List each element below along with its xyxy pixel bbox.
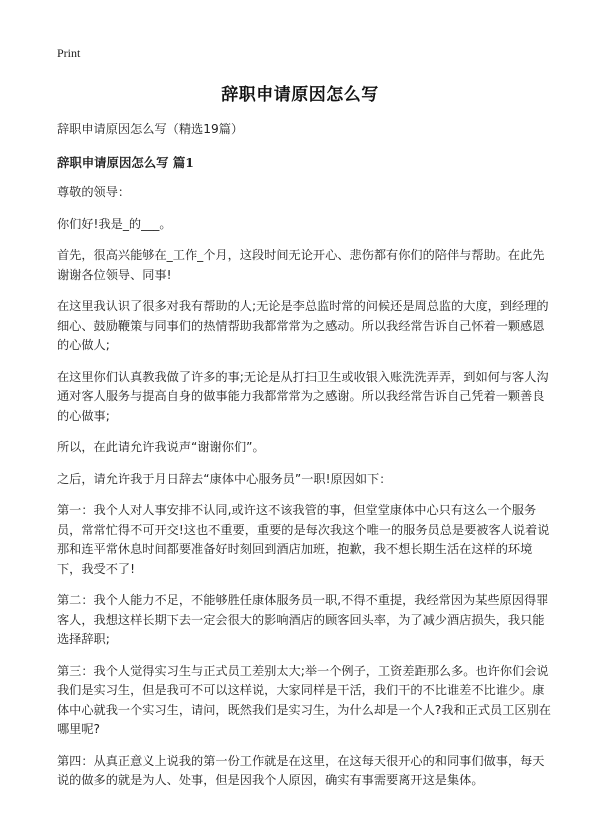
body-paragraph: 在这里我认识了很多对我有帮助的人;无论是李总监时常的问候还是周总监的大度，到经理的细心、鼓励鞭策与同事们的热情帮助我都常常为之感动。所以我经常告诉自己怀着一颗感恩的心做人; <box>57 299 549 352</box>
document-title: 辞职申请原因怎么写 <box>221 85 379 105</box>
body-paragraph: 在这里你们认真教我做了许多的事;无论是从打扫卫生或收银入账洗洗弄弄，到如何与客人沟通对客人服务与提高自身的做事能力我都常常为之感谢。所以我经常告诉自己凭着一颗善良的心做事; <box>57 369 549 423</box>
body-paragraph: 之后，请允许我于月日辞去“康体中心服务员”一职!原因如下： <box>57 471 392 486</box>
reason-paragraph: 第三：我个人觉得实习生与正式员工差别太大;举一个例子，工资差距那么多。也许你们会说我们是实习生，但是我可不可以这样说，大家同样是干活，我们干的不比谁差不比谁少。康体中心就我一个实习生，请问，既然我们是实习生，为什么却是一个人?我和正式员工区别在哪里呢? <box>57 663 551 736</box>
reason-paragraph: 第四：从真正意义上说我的第一份工作就是在这里，在这每天很开心的和同事们做事，每天说的做多的就是为人、处事，但是因我个人原因，确实有事需要离开这是集体。 <box>57 753 545 787</box>
document-body <box>57 120 551 791</box>
salutation: 尊敬的领导： <box>57 185 131 199</box>
reason-paragraph: 第二：我个人能力不足，不能够胜任康体服务员一职,不得不重提，我经常因为某些原因得罪客人，我想这样长期下去一定会很大的影响酒店的顾客回头率，为了减少酒店损失，我只能选择辞职; <box>57 593 549 646</box>
document-subtitle: 辞职申请原因怎么写（精选19篇） <box>57 122 244 136</box>
print-link[interactable]: Print <box>57 46 81 60</box>
body-paragraph: 所以，在此请允许我说声“谢谢你们”。 <box>57 440 265 454</box>
body-paragraph: 首先，很高兴能够在_工作_个月，这段时间无论开心、悲伤都有你们的陪伴与帮助。在此先谢谢各位领导、同事! <box>57 248 545 282</box>
reason-paragraph: 第一：我个人对人事安排不认同,或许这不该我管的事，但堂堂康体中心只有这么一个服务员，常常忙得不可开交!这也不重要，重要的是每次我这个唯一的服务员总是要被客人说着说那和连平常休息时间都要准备好时刻回到酒店加班，抱歉，我不想长期生活在这样的环境下，我受不了! <box>57 503 550 576</box>
greeting-paragraph: 你们好!我是_的___。 <box>57 216 172 231</box>
section-heading: 辞职申请原因怎么写 篇1 <box>57 154 194 170</box>
